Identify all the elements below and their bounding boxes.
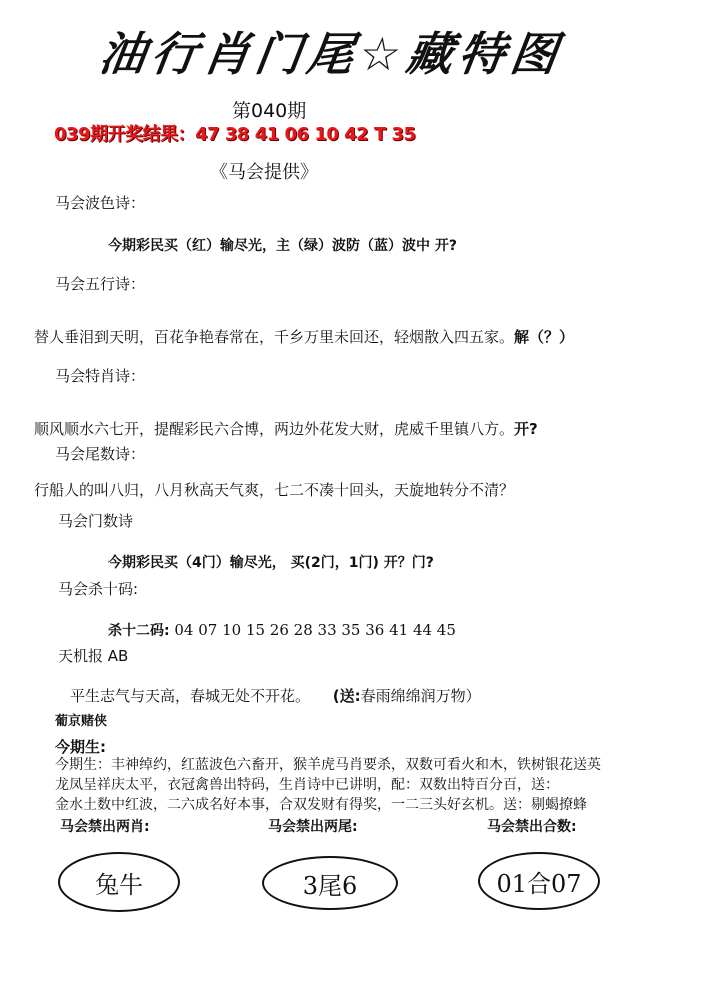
tianji-send-text: 春雨绵绵润万物）: [360, 687, 481, 705]
ban-zodiac-value: 兔牛: [58, 852, 180, 912]
menshu-label: 马会门数诗: [58, 512, 134, 530]
weishu-text: 行船人的叫八归，八月秋高天气爽，七二不凑十回头，天旋地转分不清？: [34, 481, 515, 499]
ban-sum-label: 马会禁出合数:: [487, 819, 577, 835]
wuxing-label: 马会五行诗：: [55, 275, 146, 293]
menshu-text: 今期彩民买（4门）输尽光， 买(2门，1门) 开？门?: [108, 555, 434, 571]
kill-label: 马会杀十码:: [58, 580, 139, 598]
weishu-label: 马会尾数诗：: [55, 445, 146, 463]
kill-prefix: 杀十二码:: [108, 623, 170, 639]
texiao-text: 顺风顺水六七开，提醒彩民六合博，两边外花发大财，虎威千里镇八方。: [34, 420, 515, 438]
kill-numbers: 04 07 10 15 26 28 33 35 36 41 44 45: [174, 621, 456, 639]
draw-result: 039期开奖结果：47 38 41 06 10 42 T 35: [54, 124, 416, 145]
ban-tail-value: 3尾6: [262, 856, 398, 910]
texiao-label: 马会特肖诗：: [55, 367, 146, 385]
texiao-line: [34, 418, 538, 439]
kill-line: [108, 620, 456, 640]
provider: 《马会提供》: [210, 162, 318, 183]
wuxing-suffix: 解（？）: [514, 328, 575, 346]
texiao-suffix: 开?: [514, 420, 538, 438]
tianji-text: 平生志气与天高，春城无处不开花。: [70, 687, 311, 705]
issue-number: 第040期: [232, 100, 307, 122]
tianji-send: (送:: [332, 687, 361, 705]
macau-label: 葡京赌侠: [55, 714, 108, 729]
ban-zodiac-label: 马会禁出两肖:: [60, 819, 150, 835]
tianji-label: 天机报 AB: [58, 647, 129, 665]
wuxing-line: [34, 326, 574, 347]
jinqi-label: 今期生:: [55, 738, 106, 756]
jinqi-line-2: 龙凤呈祥庆太平，衣冠禽兽出特码，生肖诗中已讲明，配：双数出特百分百，送：: [55, 777, 559, 793]
ban-sum-value: 01合07: [478, 852, 600, 910]
jinqi-line-1: 今期生：丰神绰约，红蓝波色六畜开，猴羊虎马肖要杀，双数可看火和木，铁树银花送英: [55, 757, 601, 773]
wave-label: 马会波色诗：: [55, 194, 146, 212]
wave-text: 今期彩民买（红）输尽光，主（绿）波防（蓝）波中 开?: [108, 238, 457, 254]
wuxing-text: 替人垂泪到天明，百花争艳春常在，千乡万里未回还，轻烟散入四五家。: [34, 328, 515, 346]
ban-tail-label: 马会禁出两尾:: [268, 819, 358, 835]
jinqi-line-3: 金水土数中红波，二六成名好本事，合双发财有得奖，一二三头好玄机。送：剔蝎撩蜂: [55, 797, 587, 813]
tianji-line: [70, 685, 481, 706]
page-title: 油行肖门尾☆藏特图: [95, 27, 567, 81]
